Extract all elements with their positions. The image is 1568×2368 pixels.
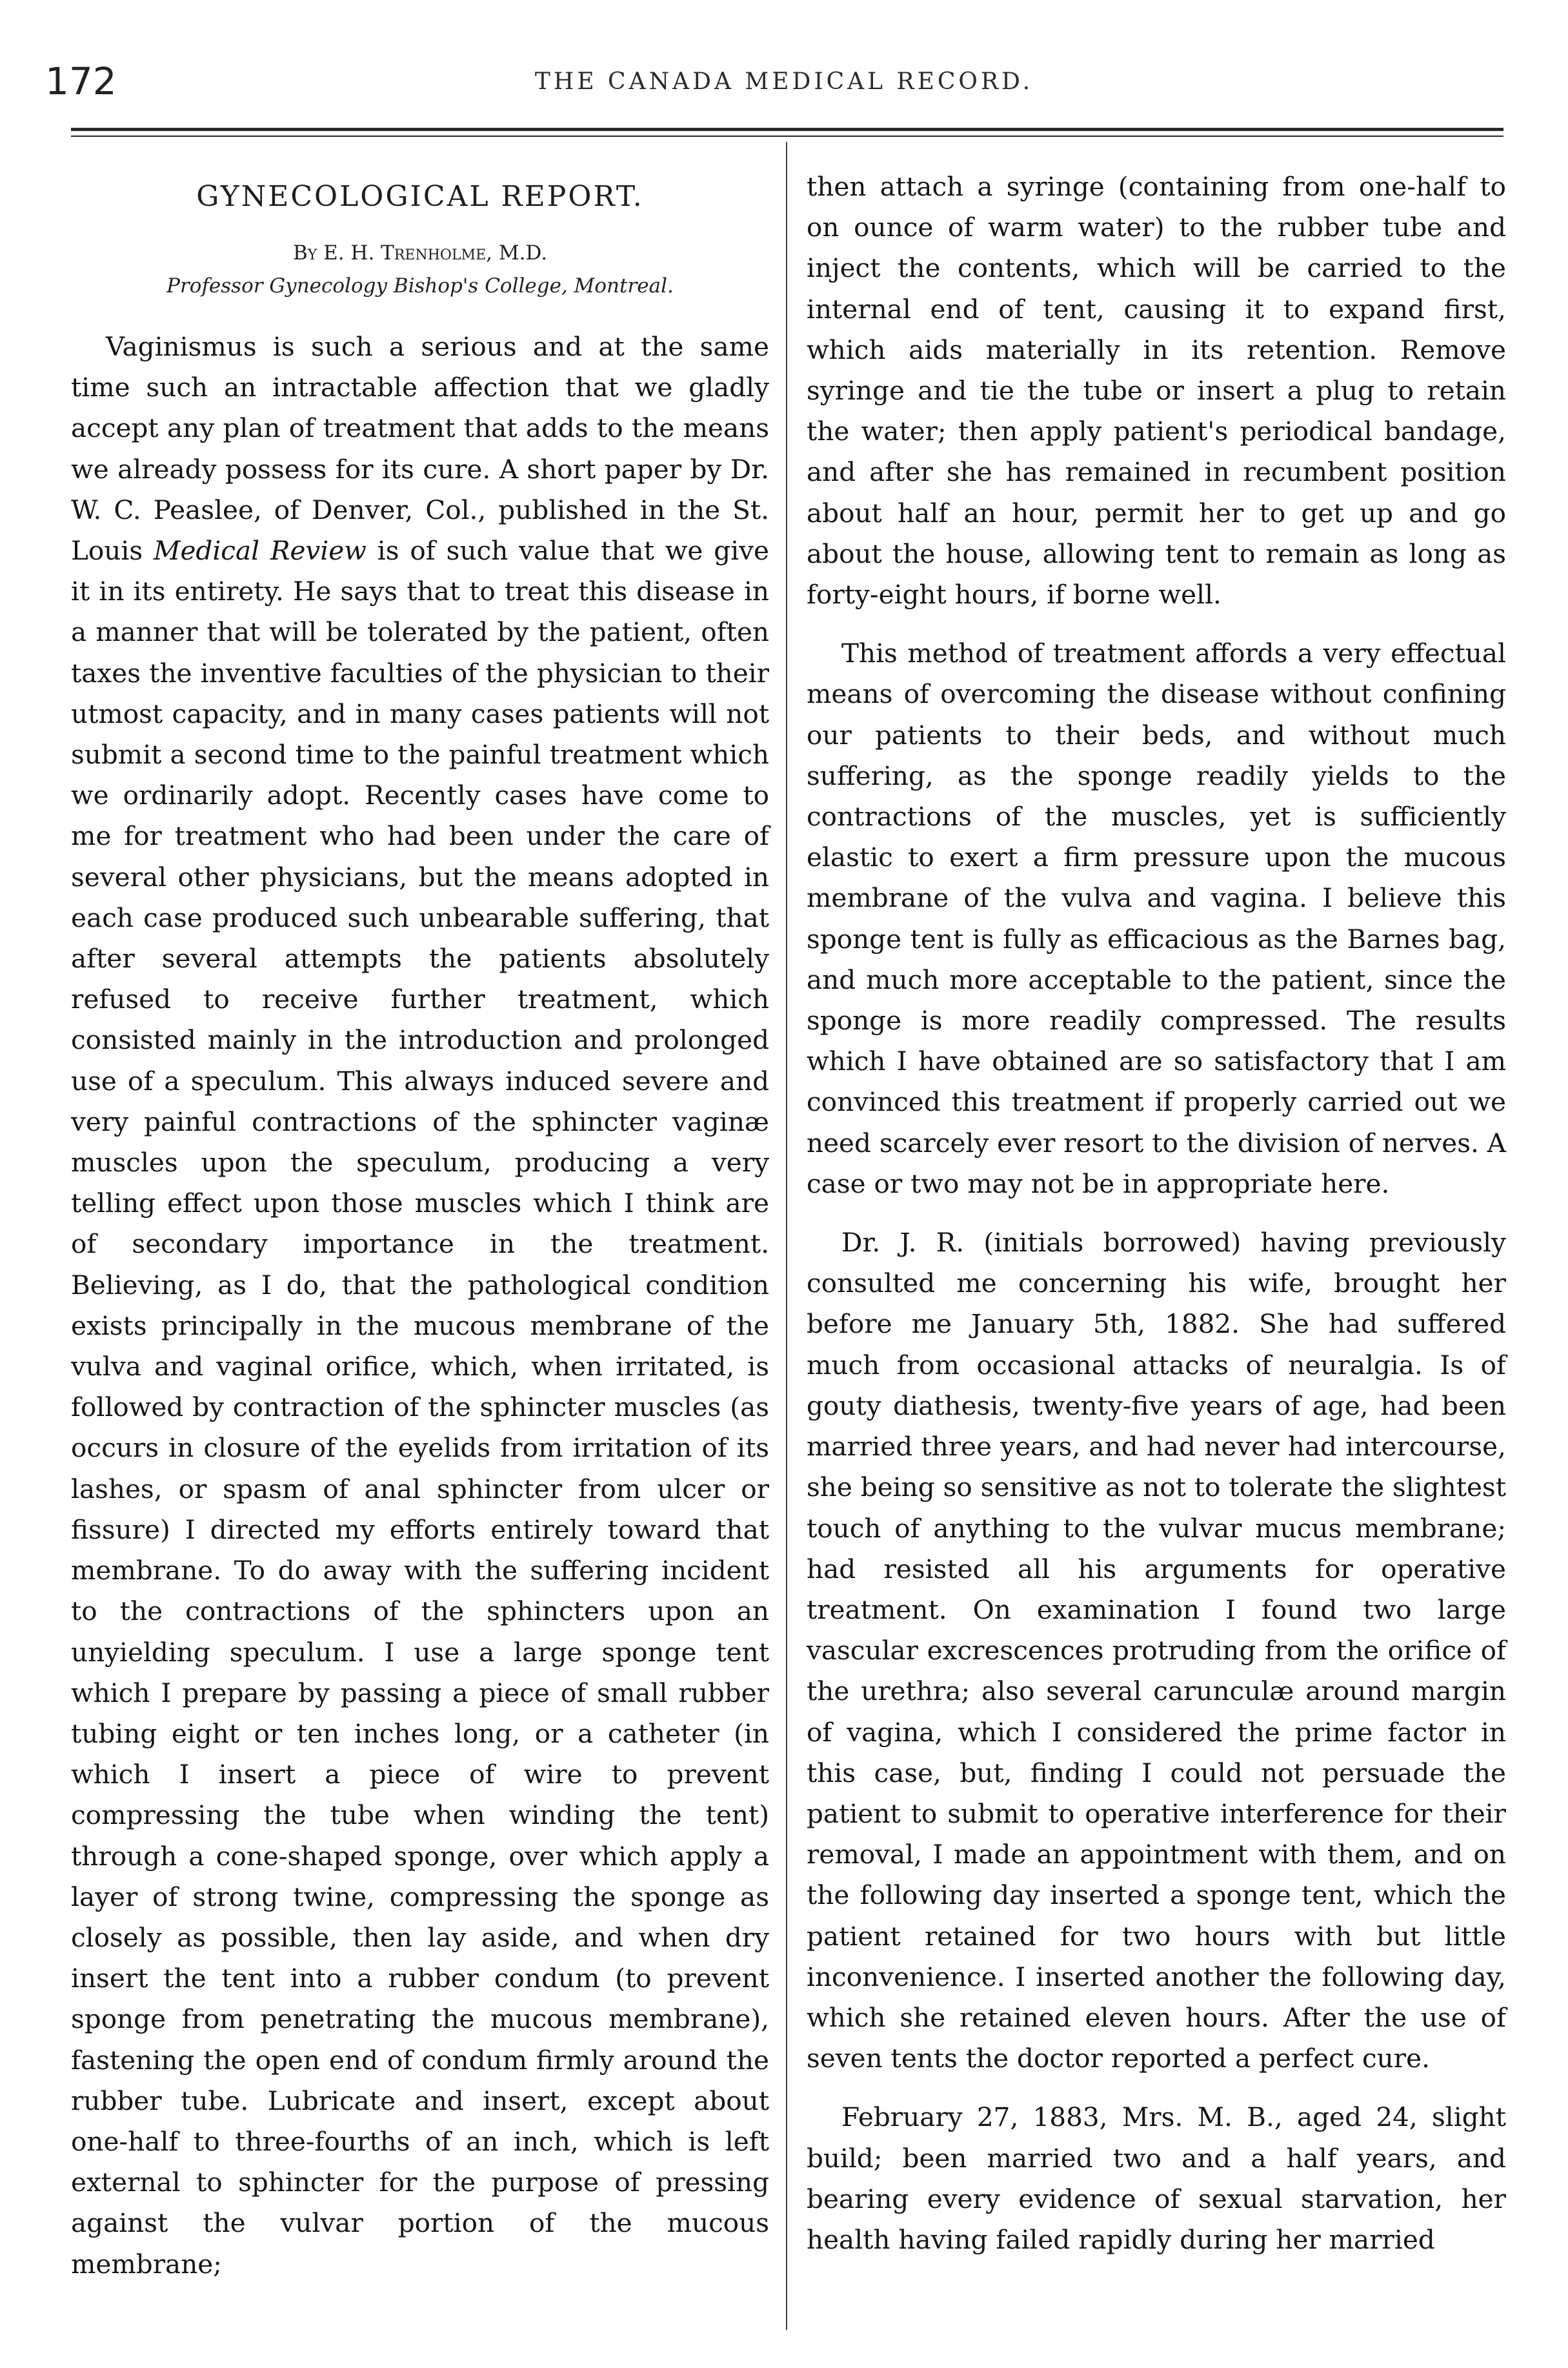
body-paragraph: This method of treatment affords a very effectual means of overcoming the disease without confining our patients to their beds, and without much suffering, as the sponge readily yields to the contractions of the muscles, yet is sufficiently elastic to exert a firm pressure upon the mucous membrane of the vulva and vagina. I believe this sponge tent is fully as efficacious as the Barnes bag, and much more acceptable to the patient, since the sponge is more readily compressed. The results which I have obtained are so satisfactory that I am convinced this treatment if properly carried out we need scarcely ever resort to the division of nerves. A case or two may not be in appropriate here. [807, 638, 1507, 1199]
article-title: GYNECOLOGICAL REPORT. [196, 180, 644, 213]
header-rule-thin [71, 136, 1503, 137]
paragraph-text: Vaginismus is such a serious and at the same time such an intractable affection that we gladly accept any plan of treatment that adds to the means we already possess for its cure. A short paper by Dr. W. C. Peaslee, of Denver, Col., published in the St. Louis [71, 331, 769, 567]
journal-name-italic: Medical Review [153, 535, 367, 567]
journal-title: THE CANADA MEDICAL RECORD. [534, 68, 1034, 95]
header-rule-thick [71, 128, 1503, 131]
page-number: 172 [45, 59, 117, 103]
body-paragraph: Dr. J. R. (initials borrowed) having previously consulted me concerning his wife, brought her before me January 5th, 1882. She had suffered much from occasional attacks of neuralgia. Is of gouty diathesis, twenty-five years of age, had been married three years, and had never had intercourse, she being so sensitive as not to tolerate the slightest touch of anything to the vulvar mucus membrane; had resisted all his arguments for operative treatment. On examination I found two large vascular excrescences protruding from the orifice of the urethra; also several carunculæ around margin of vagina, which I considered the prime factor in this case, but, finding I could not persuade the patient to submit to operative interference for their removal, I made an appointment with them, and on the following day inserted a sponge tent, which the patient retained for two hours with but little inconvenience. I inserted another the following day, which she retained eleven hours. After the use of seven tents the doctor reported a perfect cure. [807, 1227, 1506, 2074]
article-author: By E. H. Trenholme, M.D. [292, 241, 548, 265]
body-paragraph [71, 327, 769, 2285]
running-head [45, 59, 1523, 105]
author-affiliation: Professor Gynecology Bishop's College, Montreal. [166, 274, 674, 298]
paragraph-text: is of such value that we give it in its entirety. He says that to treat this disease in a manner that will be tolerated by the patient, often taxes the inventive faculties of the physician to their utmost capacity, and in many cases patients will not submit a second time to the painful treatment which we ordinarily adopt. Recently cases have come to me for treatment who had been under the care of several other physicians, but the means adopted in each case produced such unbearable suffering, that after several attempts the patients absolutely refused to receive further treatment, which consisted mainly in the introduction and prolonged use of a speculum. This always induced severe and very painful contractions of the sphincter vaginæ muscles upon the speculum, producing a very telling effect upon those muscles which I think are of secondary importance in the treatment. Believing, as I do, that the pathological condition exists principally in the mucous membrane of the vulva and vaginal orifice, which, when irritated, is followed by contraction of the sphincter muscles (as occurs in closure of the eyelids from irritation of its lashes, or spasm of anal sphincter from ulcer or fissure) I directed my efforts entirely toward that membrane. To do away with the suffering incident to the contractions of the sphincters upon an unyielding speculum. I use a large sponge tent which I prepare by passing a piece of small rubber tubing eight or ten inches long, or a catheter (in which I insert a piece of wire to prevent compressing the tube when winding the tent) through a cone-shaped sponge, over which apply a layer of strong twine, compressing the sponge as closely as possible, then lay aside, and when dry insert the tent into a rubber condum (to prevent sponge from penetrating the mucous membrane), fastening the open end of condum firmly around the rubber tube. Lubricate and insert, except about one-half to three-fourths of an inch, which is left external to sphincter for the purpose of pressing against the vulvar portion of the mucous membrane; [71, 535, 769, 2280]
right-column [807, 167, 1506, 2260]
column-divider [786, 142, 787, 2330]
body-paragraph: then attach a syringe (containing from one-half to on ounce of warm water) to the rubber tube and inject the contents, which will be carried to the internal end of tent, causing it to expand first, which aids materially in its retention. Remove syringe and tie the tube or insert a plug to retain the water; then apply patient's periodical bandage, and after she has remained in recumbent position about half an hour, permit her to get up and go about the house, allowing tent to remain as long as forty-eight hours, if borne well. [807, 171, 1506, 611]
body-paragraph: February 27, 1883, Mrs. M. B., aged 24, slight build; been married two and a half years, and bearing every evidence of sexual starvation, her health having failed rapidly during her married [807, 2101, 1506, 2255]
left-column [71, 167, 769, 2285]
